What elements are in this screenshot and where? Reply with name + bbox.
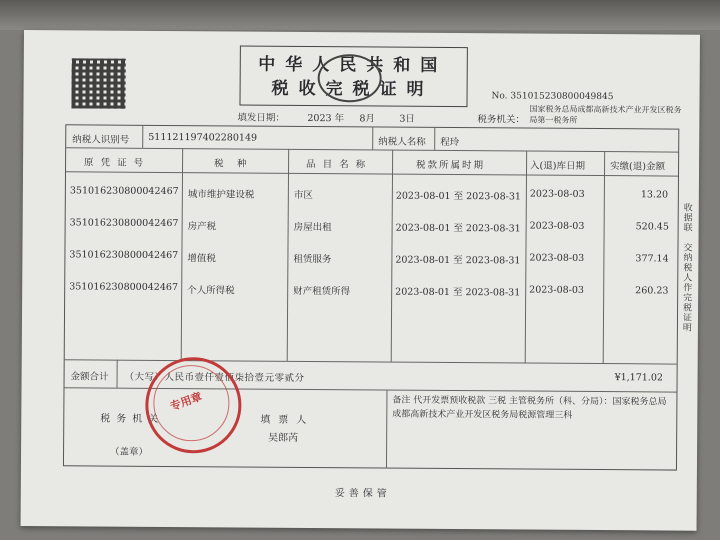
total-amount: ¥1,171.02 [614,372,663,384]
row-item: 市区 [293,189,313,202]
column-header: 税款所属时期 [416,159,486,172]
qr-code [71,58,125,108]
row-period: 2023-08-01 至 2023-08-31 [395,190,521,203]
column-header: 入(退)库日期 [530,160,586,172]
row-item: 财产租赁所得 [293,285,351,298]
column-header: 实缴(退)金额 [610,161,666,173]
title-line-2: 税收完税证明 [271,78,434,100]
row-item: 租赁服务 [293,253,332,266]
row-amount: 377.14 [635,253,669,265]
serial-number: No. 351015230800049845 [491,91,614,103]
row-amount: 520.45 [635,221,669,233]
row-tax-type: 房产税 [187,221,217,233]
column-header: 原 凭 证 号 [84,157,146,169]
column-header: 税 种 [214,158,249,170]
fill-day: 3日 [399,113,415,125]
seal-label: （盖章） [110,446,149,458]
row-tax-type: 增值税 [187,253,216,265]
total-words: （大写）人民币壹仟壹佰柒拾壹元零贰分 [124,371,305,384]
background-top [0,0,720,30]
row-tax-type: 个人所得税 [187,285,235,297]
row-item: 房屋出租 [293,221,332,234]
taxpayer-id-value: 511121197402280149 [148,131,258,144]
row-amount: 13.20 [640,189,669,201]
row-period: 2023-08-01 至 2023-08-31 [395,254,521,267]
row-voucher: 351016230800042467 [69,217,179,230]
tax-authority-label: 税务机关： [477,114,525,126]
tax-authority-line1: 国家税务总局成都高新技术产业开发区税务 [529,104,682,115]
fill-date-label: 填发日期： [237,112,285,124]
row-date: 2023-08-03 [529,220,585,232]
title-line-1: 中华人民共和国 [258,54,448,76]
tax-authority-signature-label: 税务机关 [100,413,165,425]
side-note-certificate: 交纳税人作完税证明 [680,242,692,333]
row-voucher: 351016230800042467 [69,185,179,198]
row-voucher: 351016230800042467 [69,249,179,262]
row-date: 2023-08-03 [529,188,585,200]
side-note-receipt: 收据联 [681,202,692,233]
filler-name: 吴郎芮 [268,432,299,444]
taxpayer-name-label: 纳税人名称 [378,136,426,148]
stamp-text: 专用章 [168,389,204,414]
keep-note: 妥善保管 [334,488,391,500]
row-period: 2023-08-01 至 2023-08-31 [395,222,521,235]
fill-month: 8月 [359,113,375,125]
column-header: 品 目 名 称 [306,158,368,171]
row-date: 2023-08-03 [529,252,585,264]
title-seal-icon [318,54,382,102]
taxpayer-id-label: 纳税人识别号 [72,134,130,146]
tax-certificate [21,30,700,531]
row-date: 2023-08-03 [529,284,585,296]
tax-authority-line2: 局第一税务所 [529,115,578,125]
total-label: 金额合计 [70,371,109,383]
row-tax-type: 城市维护建设税 [187,189,255,201]
fill-year: 2023 年 [307,112,345,125]
row-voucher: 351016230800042467 [69,281,179,294]
row-period: 2023-08-01 至 2023-08-31 [395,286,521,299]
taxpayer-name-value: 程玲 [440,136,460,149]
row-amount: 260.23 [635,285,669,297]
remark-text: 备注 代开发票预收税款 三税 主管税务所（科、分局）：国家税务总局成都高新技术产业开发区税务局税源管理三科 [392,395,667,421]
filler-label: 填票人 [260,414,315,427]
